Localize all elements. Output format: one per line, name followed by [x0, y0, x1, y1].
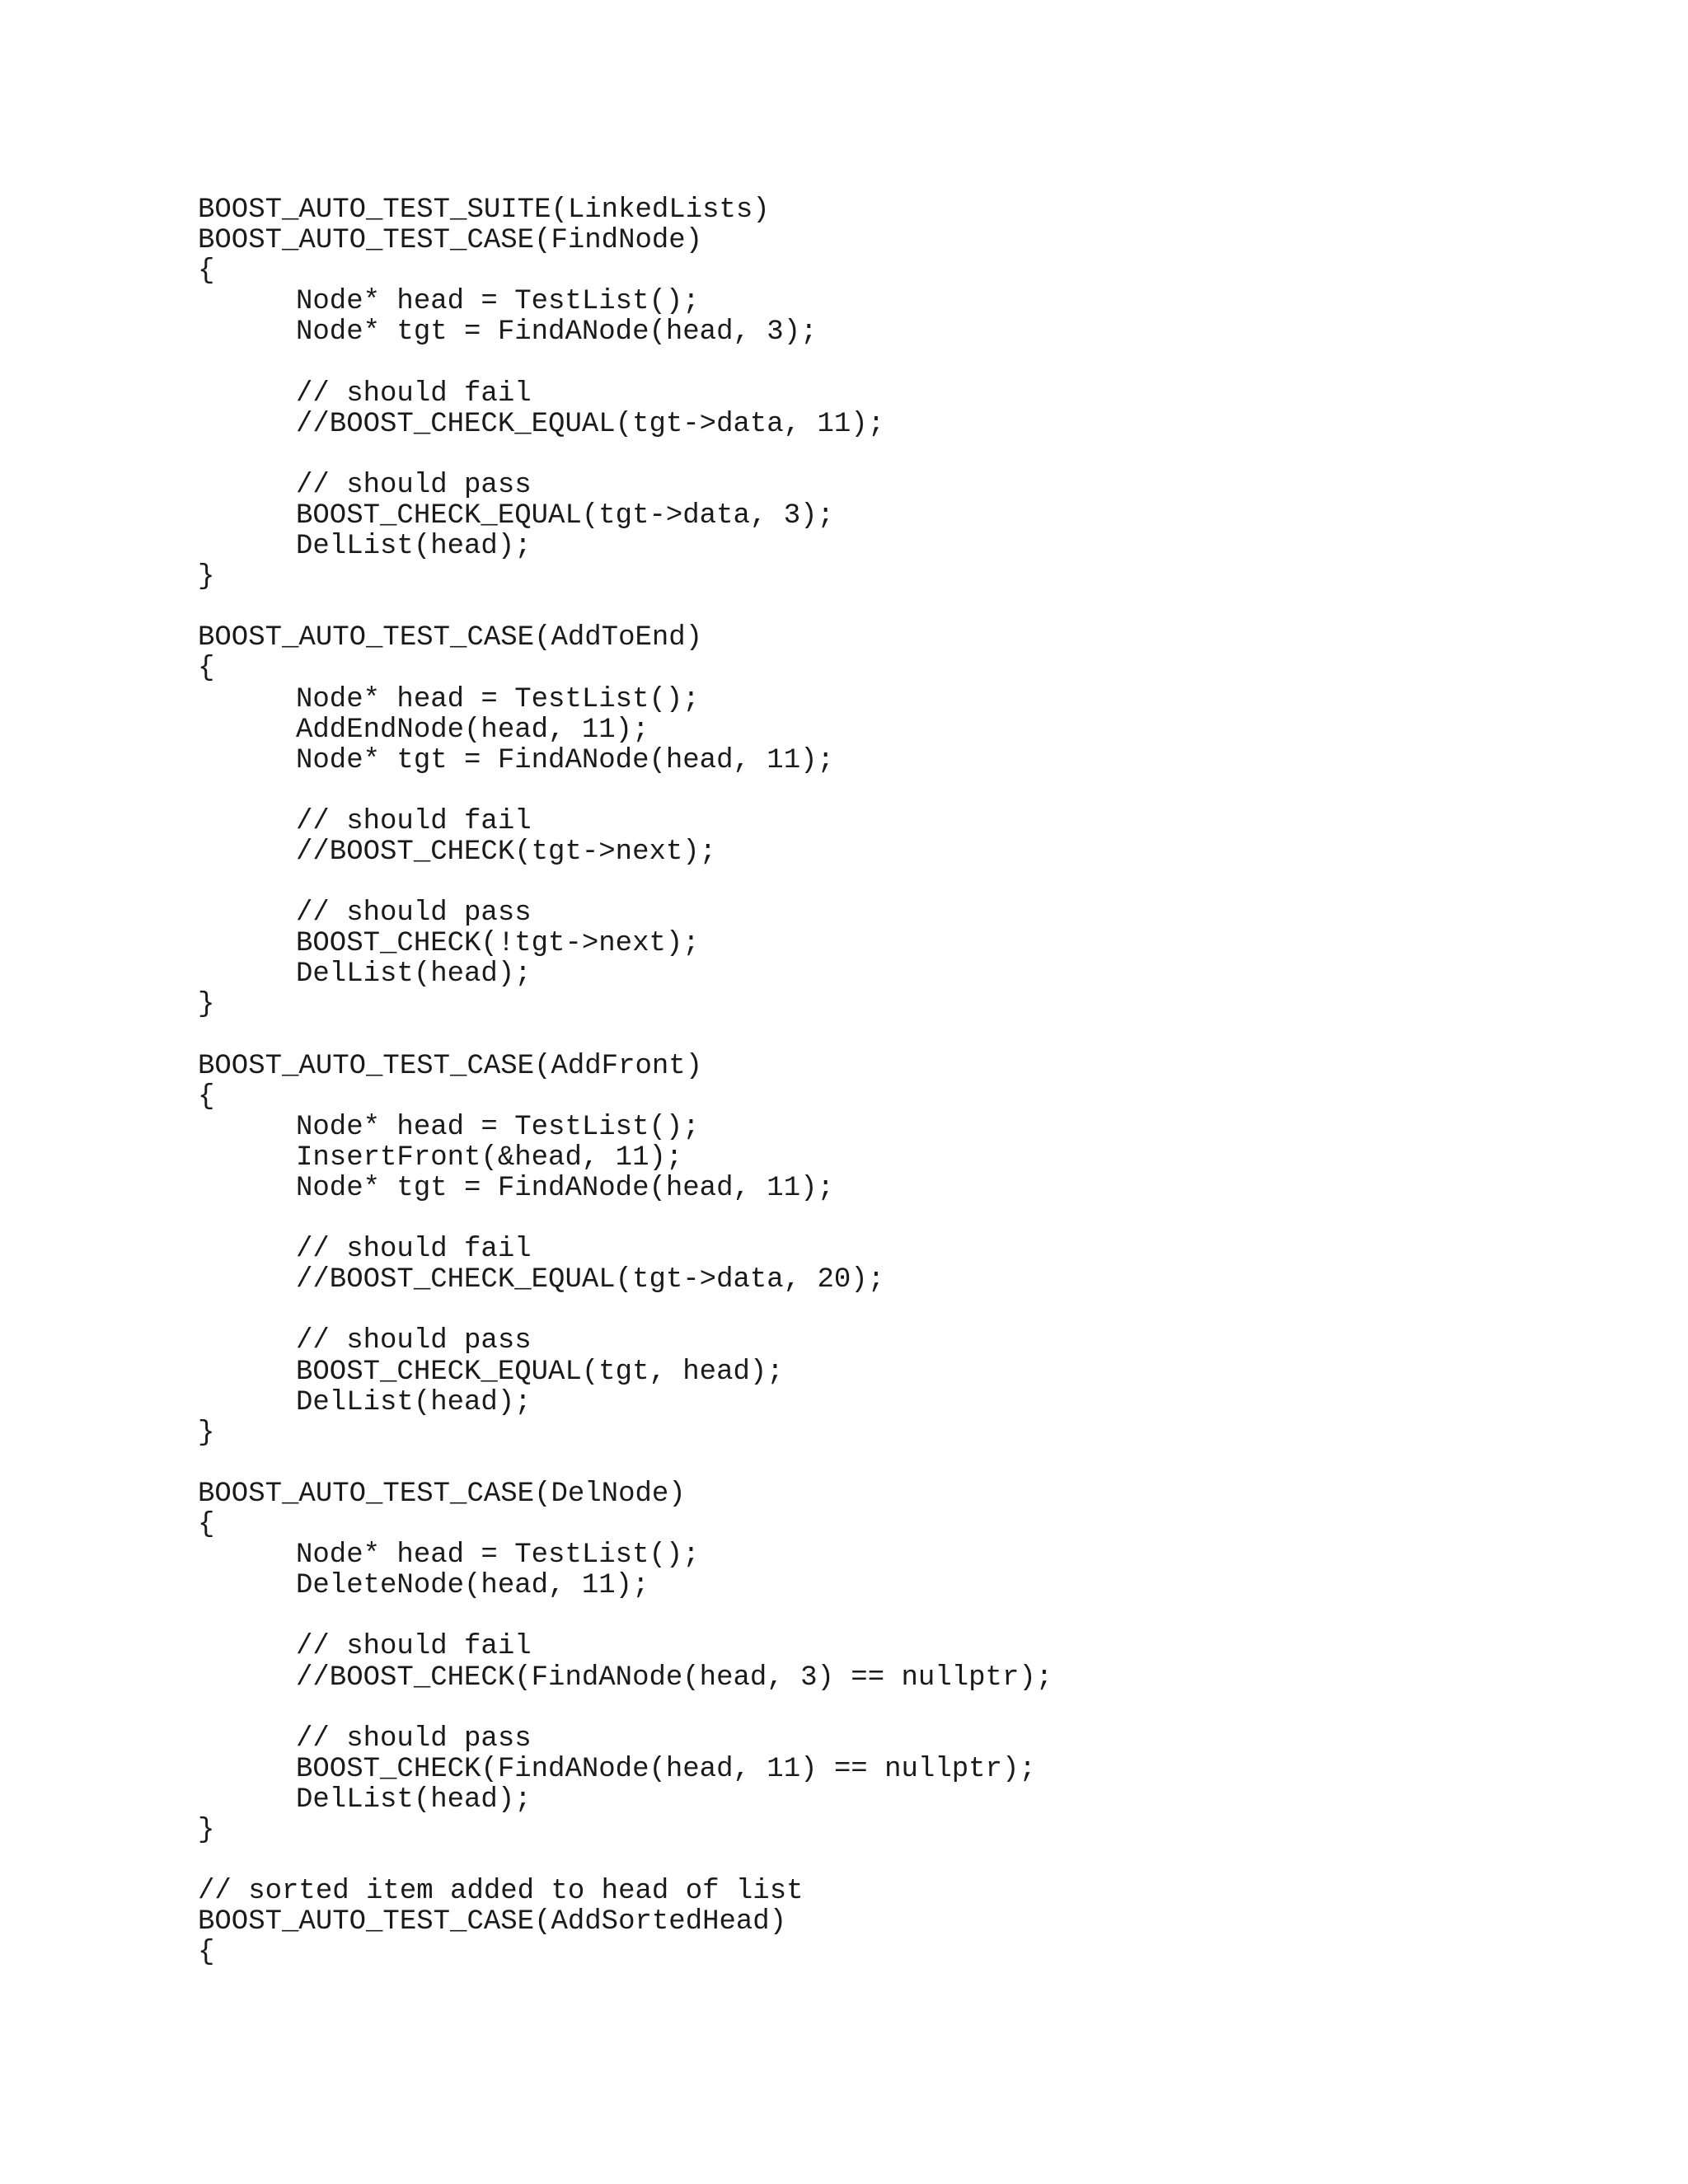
code-line: InsertFront(&head, 11); [296, 1141, 683, 1174]
blank-line [198, 1296, 1053, 1326]
code-line: Node* tgt = FindANode(head, 3); [296, 316, 818, 349]
code-line: DelList(head); [296, 531, 532, 563]
code-comment: //BOOST_CHECK(FindANode(head, 3) == nullptr); [296, 1661, 1053, 1694]
code-comment: // should fail [296, 1234, 532, 1266]
blank-line [198, 868, 1053, 898]
code-comment: // should fail [296, 805, 532, 837]
code-line-open-brace: { [198, 255, 215, 288]
code-line-testcase-addtoend: BOOST_AUTO_TEST_CASE(AddToEnd) [198, 622, 703, 654]
code-line: Node* head = TestList(); [296, 1111, 700, 1143]
code-line-close-brace: } [198, 1814, 215, 1846]
code-comment: //BOOST_CHECK(tgt->next); [296, 836, 717, 868]
code-line: BOOST_CHECK_EQUAL(tgt->data, 3); [296, 499, 834, 532]
code-line-close-brace: } [198, 989, 215, 1021]
blank-line [198, 1204, 1053, 1235]
code-listing [198, 195, 1053, 1968]
blank-line [198, 593, 1053, 623]
code-line: DelList(head); [296, 1386, 532, 1418]
blank-line [198, 440, 1053, 471]
blank-line [198, 1694, 1053, 1724]
code-line: BOOST_CHECK_EQUAL(tgt, head); [296, 1356, 784, 1388]
code-line-testcase-findnode: BOOST_AUTO_TEST_CASE(FindNode) [198, 225, 703, 257]
blank-line [198, 1601, 1053, 1632]
code-comment: //BOOST_CHECK_EQUAL(tgt->data, 11); [296, 408, 885, 440]
blank-line [198, 348, 1053, 378]
code-line: Node* tgt = FindANode(head, 11); [296, 744, 834, 776]
code-comment: // should fail [296, 377, 532, 410]
code-line-open-brace: { [198, 1937, 215, 1969]
code-line-close-brace: } [198, 561, 215, 593]
code-line-testcase-delnode: BOOST_AUTO_TEST_CASE(DelNode) [198, 1478, 686, 1510]
code-comment: // should pass [296, 898, 532, 930]
code-comment-sorted-head: // sorted item added to head of list [198, 1876, 804, 1908]
blank-line [198, 1846, 1053, 1877]
code-comment: // should pass [296, 469, 532, 501]
code-line: Node* head = TestList(); [296, 683, 700, 715]
code-comment: // should pass [296, 1722, 532, 1755]
code-line: Node* head = TestList(); [296, 286, 700, 318]
code-comment: // should pass [296, 1325, 532, 1357]
code-line-suite: BOOST_AUTO_TEST_SUITE(LinkedLists) [198, 194, 770, 226]
code-line: BOOST_CHECK(FindANode(head, 11) == nullptr); [296, 1753, 1036, 1785]
code-line: DeleteNode(head, 11); [296, 1570, 649, 1602]
code-line-open-brace: { [198, 653, 215, 685]
blank-line [198, 1449, 1053, 1479]
code-line-open-brace: { [198, 1509, 215, 1541]
code-line: Node* head = TestList(); [296, 1540, 700, 1572]
code-line: DelList(head); [296, 958, 532, 991]
code-line: Node* tgt = FindANode(head, 11); [296, 1173, 834, 1204]
blank-line [198, 1021, 1053, 1052]
code-line-open-brace: { [198, 1080, 215, 1113]
code-line-close-brace: } [198, 1417, 215, 1449]
code-comment: //BOOST_CHECK_EQUAL(tgt->data, 20); [296, 1264, 885, 1296]
code-line-testcase-addsortedhead: BOOST_AUTO_TEST_CASE(AddSortedHead) [198, 1906, 787, 1938]
code-line: AddEndNode(head, 11); [296, 714, 649, 746]
blank-line [198, 776, 1053, 807]
code-line: BOOST_CHECK(!tgt->next); [296, 928, 700, 960]
code-line-testcase-addfront: BOOST_AUTO_TEST_CASE(AddFront) [198, 1050, 703, 1082]
code-comment: // should fail [296, 1631, 532, 1663]
code-line: DelList(head); [296, 1783, 532, 1816]
